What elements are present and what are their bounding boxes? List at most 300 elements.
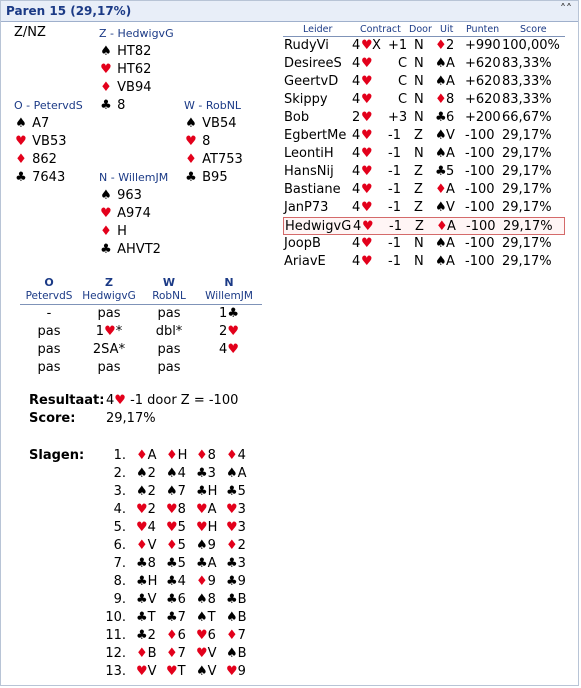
played-card: [226, 484, 246, 499]
card-rank: B: [237, 610, 247, 625]
bid-text: -: [46, 306, 52, 321]
card-rank: V: [147, 538, 157, 553]
result-row[interactable]: [283, 73, 565, 91]
played-card: [136, 664, 157, 679]
score-percent: 29,17%: [502, 146, 552, 161]
trick-number: 11.: [105, 628, 126, 643]
card-rank: 9: [237, 664, 246, 679]
heart-icon: ♥: [196, 646, 208, 661]
card-rank: A: [237, 466, 247, 481]
declarer-seat: N: [414, 254, 424, 269]
score-label: Score:: [29, 411, 76, 426]
points: +990: [465, 38, 501, 53]
result-row[interactable]: [283, 235, 565, 253]
score-percent: 29,17%: [502, 254, 552, 269]
club-icon: ♣: [166, 610, 178, 625]
contract-result: -1: [388, 254, 401, 269]
contract-level: 4: [352, 164, 361, 179]
trick-number: 13.: [105, 664, 126, 679]
bid-text: 1: [219, 306, 228, 321]
card-rank: 6: [177, 592, 186, 607]
leader-name: DesireeS: [284, 56, 342, 71]
club-icon: ♣: [166, 592, 178, 607]
hand-suit-line: [99, 187, 168, 205]
card-rank: T: [177, 664, 186, 679]
col-contract: Contract: [360, 24, 401, 35]
hand-suit-line: [184, 169, 243, 187]
heart-icon: ♥: [226, 502, 238, 517]
bid-text: pas: [97, 306, 121, 321]
bid-cell: [194, 306, 264, 321]
contract-result: -1: [388, 164, 401, 179]
club-icon: ♣: [136, 628, 148, 643]
points: -100: [465, 254, 495, 269]
contract-level: 2: [352, 110, 361, 125]
result-row[interactable]: [283, 109, 565, 127]
played-card: [166, 646, 186, 661]
club-icon: ♣: [226, 574, 238, 589]
points: +620: [465, 56, 501, 71]
played-card: [196, 520, 217, 535]
hand-suit-line: [184, 151, 243, 169]
played-card: [226, 520, 246, 535]
card-rank: B: [237, 646, 247, 661]
contract-level: 4: [352, 254, 361, 269]
card-rank: A: [207, 556, 217, 571]
card-rank: 6: [177, 628, 186, 643]
bidding-player: WillemJM: [205, 290, 253, 302]
declarer-seat: N: [414, 74, 424, 89]
club-icon: ♣: [136, 592, 148, 607]
player-label: N - WillemJM: [99, 171, 169, 184]
result-row[interactable]: [283, 145, 565, 163]
score-percent: 29,17%: [502, 200, 552, 215]
club-icon: ♣: [136, 610, 148, 625]
trick-number: 6.: [113, 538, 126, 553]
bidding-seat: Z: [105, 276, 113, 289]
diamond-icon: ♦: [226, 448, 238, 463]
contract-result: -1: [388, 236, 401, 251]
card-rank: V: [207, 646, 217, 661]
lead-rank: A: [446, 146, 455, 161]
leader-name: JoopB: [284, 236, 321, 251]
played-card: [226, 538, 246, 553]
leader-name: LeontiH: [284, 146, 334, 161]
diamond-icon: ♦: [436, 219, 448, 234]
heart-icon: ♥: [185, 134, 197, 149]
bid-text: pas: [97, 360, 121, 375]
played-card: [166, 628, 186, 643]
declarer-seat: N: [414, 110, 424, 125]
card-rank: 8: [207, 448, 216, 463]
hand-cards: 7643: [28, 170, 66, 185]
hand-south: [99, 169, 168, 259]
col-leider: Leider: [303, 24, 333, 35]
bidding-seat: W: [162, 276, 176, 289]
hand-cards: HT82: [113, 44, 152, 59]
contract-level: 4: [352, 92, 361, 107]
card-rank: 3: [207, 466, 216, 481]
heart-icon: ♥: [361, 200, 373, 215]
played-card: [166, 466, 186, 481]
played-card: [166, 520, 186, 535]
card-rank: 3: [237, 556, 246, 571]
hand-suit-line: [99, 61, 174, 79]
spade-icon: ♠: [435, 56, 447, 71]
points: -100: [466, 219, 496, 234]
card-rank: 4: [177, 466, 186, 481]
declarer-seat: N: [414, 146, 424, 161]
contract-result: +1: [388, 38, 408, 53]
played-card: [226, 574, 246, 589]
heart-icon: ♥: [166, 664, 178, 679]
card-rank: 4: [147, 520, 156, 535]
heart-icon: ♥: [136, 502, 148, 517]
bid-text: 4: [219, 342, 228, 357]
played-card: [196, 610, 216, 625]
spade-icon: ♠: [435, 146, 447, 161]
result-row[interactable]: [283, 217, 565, 235]
bid-text: 2SA*: [92, 342, 126, 357]
lead-rank: V: [446, 200, 455, 215]
declarer-seat: Z: [414, 182, 423, 197]
spade-icon: ♠: [136, 484, 148, 499]
club-icon: ♣: [196, 466, 208, 481]
contract-level: 4: [352, 38, 361, 53]
spade-icon: ♠: [435, 74, 447, 89]
played-card: [136, 538, 157, 553]
hand-north: [99, 25, 174, 115]
lead-rank: A: [447, 219, 456, 234]
lead-rank: A: [446, 236, 455, 251]
leader-name: JanP73: [284, 200, 329, 215]
played-card: [226, 610, 247, 625]
card-rank: 9: [207, 538, 216, 553]
diamond-icon: ♦: [435, 38, 447, 53]
heart-icon: ♥: [136, 664, 148, 679]
bid-text: pas: [37, 342, 61, 357]
diamond-icon: ♦: [15, 152, 27, 167]
bidding-player: RobNL: [152, 290, 186, 302]
trick-number: 4.: [113, 502, 126, 517]
hand-suit-line: [99, 79, 174, 97]
diamond-icon: ♦: [136, 538, 148, 553]
declarer-seat: N: [414, 92, 424, 107]
heart-icon: ♥: [136, 520, 148, 535]
card-rank: 5: [177, 556, 186, 571]
card-rank: 2: [147, 484, 156, 499]
score-percent: 83,33%: [502, 74, 552, 89]
lead-rank: A: [446, 74, 455, 89]
dealer-vulnerability: Z/NZ: [14, 25, 46, 40]
spade-icon: ♠: [196, 664, 208, 679]
heart-icon: ♥: [100, 62, 112, 77]
club-icon: ♣: [226, 592, 238, 607]
bid-cell: [194, 342, 264, 357]
heart-icon: ♥: [361, 236, 373, 251]
heart-icon: ♥: [361, 164, 373, 179]
heart-icon: ♥: [226, 520, 238, 535]
trick-number: 10.: [105, 610, 126, 625]
hand-east: [184, 97, 243, 187]
heart-icon: ♥: [226, 664, 238, 679]
collapse-icon[interactable]: ˄˄: [560, 2, 572, 16]
spade-icon: ♠: [226, 646, 238, 661]
contract-level: 4: [352, 146, 361, 161]
results-header: [283, 24, 565, 37]
card-rank: 7: [177, 610, 186, 625]
played-card: [166, 592, 186, 607]
spade-icon: ♠: [136, 466, 148, 481]
card-rank: 4: [237, 448, 246, 463]
heart-icon: ♥: [114, 393, 126, 408]
bid-cell: [194, 324, 264, 339]
played-card: [196, 574, 216, 589]
slagen-label: Slagen:: [29, 448, 85, 463]
contract-result: -1: [388, 182, 401, 197]
hand-suit-line: [99, 241, 168, 259]
resultaat-label: Resultaat:: [29, 393, 105, 408]
leader-name: HedwigvG: [285, 219, 352, 234]
hand-cards: VB53: [28, 134, 67, 149]
played-card: [166, 538, 186, 553]
heart-icon: ♥: [361, 110, 373, 125]
card-rank: 2: [147, 502, 156, 517]
hand-suit-line: [14, 133, 83, 151]
declarer-seat: N: [414, 236, 424, 251]
bid-text: pas: [157, 342, 181, 357]
points: -100: [465, 182, 495, 197]
card-rank: V: [207, 664, 217, 679]
played-card: [166, 448, 187, 463]
hand-suit-line: [99, 43, 174, 61]
hand-cards: 8: [198, 134, 211, 149]
played-card: [166, 556, 186, 571]
trick-number: 3.: [113, 484, 126, 499]
diamond-icon: ♦: [166, 646, 178, 661]
contract-result: C: [398, 92, 408, 107]
player-label: W - RobNL: [184, 99, 242, 112]
card-rank: V: [147, 664, 157, 679]
hand-suit-line: [99, 205, 168, 223]
played-card: [136, 484, 156, 499]
played-card: [226, 664, 246, 679]
score-percent: 29,17%: [502, 182, 552, 197]
heart-icon: ♥: [227, 342, 239, 357]
result-row[interactable]: [283, 127, 565, 145]
card-rank: 8: [177, 502, 186, 517]
contract-level: 4: [352, 56, 361, 71]
trick-number: 5.: [113, 520, 126, 535]
trick-number: 2.: [113, 466, 126, 481]
club-icon: ♣: [435, 164, 447, 179]
played-card: [136, 556, 156, 571]
heart-icon: ♥: [361, 182, 373, 197]
played-card: [136, 574, 157, 589]
diamond-icon: ♦: [196, 574, 208, 589]
points: +620: [465, 92, 501, 107]
card-rank: V: [147, 592, 157, 607]
declarer-seat: N: [414, 38, 424, 53]
score-value: 29,17%: [106, 411, 156, 426]
bidding-player: HedwigvG: [82, 290, 136, 302]
card-rank: 2: [147, 628, 156, 643]
bid-text: pas: [37, 360, 61, 375]
contract-level: 4: [352, 74, 361, 89]
hand-suit-line: [14, 151, 83, 169]
hand-cards: B95: [198, 170, 228, 185]
points: -100: [465, 164, 495, 179]
contract-level: 4: [352, 182, 361, 197]
bid-text: pas: [157, 360, 181, 375]
diamond-icon: ♦: [226, 628, 238, 643]
result-row[interactable]: [283, 37, 565, 55]
played-card: [136, 610, 156, 625]
resultaat-value: [106, 393, 238, 408]
played-card: [166, 664, 186, 679]
double-marker: X: [372, 38, 381, 53]
lead-rank: A: [446, 254, 455, 269]
score-percent: 83,33%: [502, 56, 552, 71]
played-card: [136, 520, 156, 535]
card-rank: H: [147, 574, 158, 589]
declarer-seat: Z: [415, 219, 424, 234]
played-card: [196, 556, 217, 571]
trick-number: 12.: [105, 646, 126, 661]
hand-cards: H: [113, 224, 127, 239]
played-card: [136, 448, 157, 463]
score-percent: 29,17%: [502, 128, 552, 143]
card-rank: 7: [177, 484, 186, 499]
hand-suit-line: [14, 169, 83, 187]
result-row[interactable]: [283, 253, 565, 271]
board-title: Paren 15 (29,17%): [6, 4, 132, 18]
result-row[interactable]: [283, 181, 565, 199]
points: +200: [465, 110, 501, 125]
lead-rank: A: [446, 182, 455, 197]
card-rank: 3: [237, 520, 246, 535]
card-rank: 8: [147, 556, 156, 571]
declarer-seat: Z: [414, 164, 423, 179]
heart-icon: ♥: [361, 254, 373, 269]
card-rank: T: [147, 610, 156, 625]
contract-level: 4: [352, 200, 361, 215]
heart-icon: ♥: [166, 520, 178, 535]
club-icon: ♣: [100, 98, 112, 113]
played-card: [136, 466, 156, 481]
hand-cards: VB54: [198, 116, 237, 131]
card-rank: H: [207, 484, 218, 499]
score-percent: 66,67%: [502, 110, 552, 125]
leader-name: Bob: [284, 110, 310, 125]
result-row[interactable]: [283, 163, 565, 181]
card-rank: 7: [177, 646, 186, 661]
played-card: [226, 448, 246, 463]
card-rank: 5: [177, 538, 186, 553]
trick-number: 8.: [113, 574, 126, 589]
col-score: Score: [520, 24, 547, 35]
spade-icon: ♠: [196, 538, 208, 553]
bidding-seat: N: [224, 276, 234, 289]
club-icon: ♣: [166, 574, 178, 589]
leader-name: RudyVi: [284, 38, 329, 53]
contract-level: 4: [353, 219, 362, 234]
result-row[interactable]: [283, 199, 565, 217]
card-rank: B: [147, 646, 157, 661]
col-punten: Punten: [466, 24, 500, 35]
diamond-icon: ♦: [435, 182, 447, 197]
contract-result: -1: [388, 128, 401, 143]
club-icon: ♣: [226, 484, 238, 499]
card-rank: H: [207, 520, 218, 535]
score-percent: 83,33%: [502, 92, 552, 107]
played-card: [166, 484, 186, 499]
result-row[interactable]: [283, 55, 565, 73]
club-icon: ♣: [100, 242, 112, 257]
diamond-icon: ♦: [166, 628, 178, 643]
spade-icon: ♠: [226, 610, 238, 625]
hand-cards: 963: [113, 188, 142, 203]
player-label: O - PetervdS: [14, 99, 83, 112]
card-rank: 8: [207, 592, 216, 607]
spade-icon: ♠: [435, 200, 447, 215]
card-rank: 7: [237, 628, 246, 643]
declarer-seat: Z: [414, 200, 423, 215]
card-rank: B: [237, 592, 247, 607]
played-card: [196, 502, 217, 517]
trick-number: 7.: [113, 556, 126, 571]
club-icon: ♣: [166, 556, 178, 571]
leader-name: HansNij: [284, 164, 334, 179]
points: -100: [465, 146, 495, 161]
card-rank: 9: [237, 574, 246, 589]
result-row[interactable]: [283, 91, 565, 109]
diamond-icon: ♦: [185, 152, 197, 167]
card-rank: 3: [237, 502, 246, 517]
diamond-icon: ♦: [435, 92, 447, 107]
club-icon: ♣: [226, 556, 238, 571]
contract-result: C: [398, 56, 408, 71]
card-rank: 9: [207, 574, 216, 589]
club-icon: ♣: [196, 556, 208, 571]
spade-icon: ♠: [166, 466, 178, 481]
played-card: [226, 556, 246, 571]
contract-result: -1: [389, 219, 402, 234]
contract-level: 4: [352, 236, 361, 251]
contract-level: 4: [352, 128, 361, 143]
hand-cards: VB94: [113, 80, 152, 95]
diamond-icon: ♦: [166, 448, 178, 463]
played-card: [166, 574, 186, 589]
spade-icon: ♠: [15, 116, 27, 131]
hand-cards: AT753: [198, 152, 243, 167]
lead-rank: 2: [446, 38, 455, 53]
card-rank: 6: [207, 628, 216, 643]
col-door: Door: [409, 24, 432, 35]
card-rank: H: [177, 448, 188, 463]
hand-cards: HT62: [113, 62, 152, 77]
spade-icon: ♠: [435, 254, 447, 269]
bid-text: 1: [95, 324, 105, 339]
played-card: [226, 466, 247, 481]
player-label: Z - HedwigvG: [99, 27, 174, 40]
lead-rank: 6: [446, 110, 455, 125]
leader-name: Skippy: [284, 92, 328, 107]
resultaat-text: -1 door Z = -100: [125, 393, 239, 408]
heart-icon: ♥: [15, 134, 27, 149]
col-uit: Uit: [440, 24, 454, 35]
spade-icon: ♠: [185, 116, 197, 131]
